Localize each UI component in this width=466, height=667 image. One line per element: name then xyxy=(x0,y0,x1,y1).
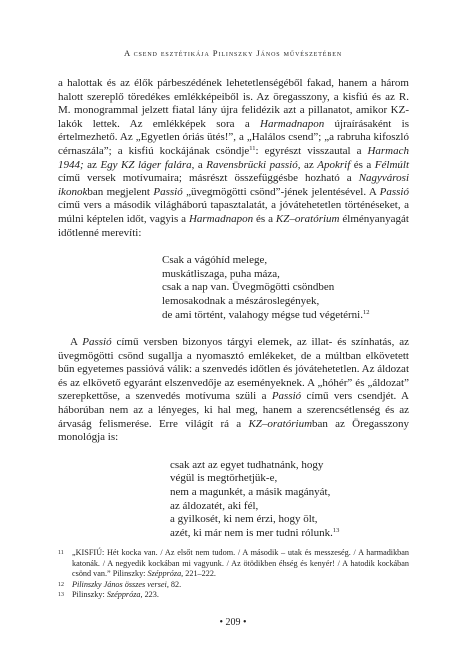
text-run: Pilinszky: xyxy=(72,590,107,600)
footnote-ref: 11 xyxy=(249,144,256,152)
poem-line-text: nem a magunkét, a másik magányát, xyxy=(170,486,331,499)
poem-line-text: azét, ki már nem is mer tudni rólunk. xyxy=(170,526,333,539)
footnote-number: 13 xyxy=(58,592,64,599)
paragraph-1 xyxy=(58,77,409,240)
poem-line-text: csak a nap van. Üvegmögötti csöndben xyxy=(162,281,335,294)
poem-line xyxy=(170,513,409,527)
footnote-number: 12 xyxy=(58,581,64,588)
poem-line xyxy=(162,281,409,295)
italic-title: Széppróza xyxy=(147,569,182,579)
text-run: ban megjelent xyxy=(87,185,154,198)
italic-title: Pilinszky János összes versei xyxy=(72,579,167,589)
italic-title: Passió xyxy=(379,185,409,198)
poem-quote-1 xyxy=(162,254,409,322)
italic-title: KZ–oratórium xyxy=(248,417,313,430)
footnotes xyxy=(58,548,409,601)
text-run: című vers a második világháború tapasztalatát, a jóvátehetetlen történéseket, a múlni képtelen időt, vagyis a xyxy=(58,199,409,225)
italic-title: KZ–oratórium xyxy=(275,212,340,225)
poem-line xyxy=(162,254,409,268)
italic-title: Egy KZ láger falára xyxy=(100,158,192,171)
poem-line xyxy=(170,527,409,541)
poem-line xyxy=(162,309,409,323)
poem-line-text: de ami történt, valahogy mégse tud végetérni. xyxy=(162,308,363,321)
italic-title: Passió xyxy=(271,390,302,403)
italic-title: Széppróza xyxy=(106,590,141,600)
text-run: az xyxy=(83,158,101,171)
footnote xyxy=(58,590,409,601)
text-run: , 221–222. xyxy=(181,569,216,579)
text-run: a halottak és az élők párbeszédének lehetetlenségéből fakad, hanem a három halott szereplő töredékes emlékképeiből is. Az öregasszony, a kisfiú és az R. M. monogrammal jelzett fiatal lány újra felidézik azt a pillanatot, amikor KZ-lakók lettek. Az emlékképek sora a xyxy=(58,77,409,130)
footnote-ref: 13 xyxy=(332,526,340,534)
text-run: , a xyxy=(191,158,207,171)
running-head: A csend esztétikája Pilinszky János művészetében xyxy=(123,48,343,58)
italic-title: Passió xyxy=(82,336,112,349)
poem-line-text: az áldozatét, aki fél, xyxy=(170,499,259,512)
poem-line xyxy=(170,500,409,514)
text-run: ban az Öregasszony monológja is: xyxy=(58,417,409,444)
text-run: című versek motívumaira; másrészt összefüggésbe hozható a xyxy=(58,172,359,185)
italic-title: Apokrif xyxy=(317,158,351,171)
text-run: az xyxy=(300,158,318,171)
body-text xyxy=(58,77,409,554)
poem-line-text: lemosakodnak a mészároslegények, xyxy=(162,294,320,307)
poem-line xyxy=(170,459,409,473)
text-run: élményanyagát időtlenné merevíti: xyxy=(58,212,409,239)
footnote xyxy=(58,548,409,580)
footnote xyxy=(58,580,409,591)
poem-quote-2 xyxy=(170,459,409,541)
text-run: , 223. xyxy=(140,590,159,600)
text-run: : egyrészt visszautal a xyxy=(255,144,368,157)
poem-line xyxy=(170,472,409,486)
italic-title: Passió xyxy=(153,185,183,198)
poem-line-text: a gyilkosét, ki nem érzi, hogy ölt, xyxy=(170,513,318,526)
poem-line-text: muskátliszaga, puha máza, xyxy=(162,267,280,280)
italic-title: Harmadnapon xyxy=(188,212,254,225)
text-run: , 82. xyxy=(166,579,182,589)
poem-line xyxy=(170,486,409,500)
italic-title: Félmúlt xyxy=(374,158,410,171)
text-run: című versben bizonyos tárgyi elemek, az illat- és színhatás, az üvegmögötti csönd sugallja a nyomasztó emlékeket, de a múltban elkövetett bűn egyetemes passióvá válik: a szenvedés időtlen és jóvátehetetlen. Az áldozat és az elkövető egyaránt elszenvedője az eseményeknek. A „hóhér” és „áldozat” szerepkettőse, a szenvedés motívuma szüli a xyxy=(58,336,409,403)
text-run: A xyxy=(70,336,83,349)
poem-line xyxy=(162,295,409,309)
poem-line-text: csak azt az egyet tudhatnánk, hogy xyxy=(170,458,324,471)
text-run: és a xyxy=(350,158,375,171)
footnote-ref: 12 xyxy=(363,308,370,316)
paragraph-2 xyxy=(58,336,409,445)
poem-line-text: végül is megtörhetjük-e, xyxy=(170,472,278,485)
page-number: • 209 • xyxy=(219,617,247,628)
text-run: és a xyxy=(253,212,276,225)
text-run: újraírásaként is értelmezhető. Az „Egyetlen óriás ütés!”, a „Halálos csend”; „a rabruha kifoszló cérnaszála”; a kisfiú kockájának csöndje xyxy=(58,117,409,157)
italic-title: Harmach 1944; xyxy=(58,144,409,171)
text-run: „KISFIÚ: Hét kocka van. / Az elsőt nem tudom. / A második – utak és messzeség. / A harmadikban katonák. / A negyedik kockában mi vagyunk. / Az ötödikben éhség és kenyér! / A hatodik kockában csönd van.” Pilinszky: xyxy=(72,548,409,579)
text-run: című vers csendjét. A háborúban nem az a lényeges, ki hal meg, hanem a szerencsétlenség és az árvaság felismerése. Erre világít rá a xyxy=(58,390,409,430)
italic-title: Harmadnapon xyxy=(260,117,325,130)
footnote-number: 11 xyxy=(58,550,64,556)
poem-line-text: Csak a vágóhíd melege, xyxy=(162,254,268,267)
italic-title: Ravensbrücki passió, xyxy=(206,158,301,171)
poem-line xyxy=(162,268,409,282)
italic-title: Nagyvárosi ikonok xyxy=(58,172,409,198)
text-run: „üvegmögötti csönd”-jének jelentésével. A xyxy=(182,185,380,198)
